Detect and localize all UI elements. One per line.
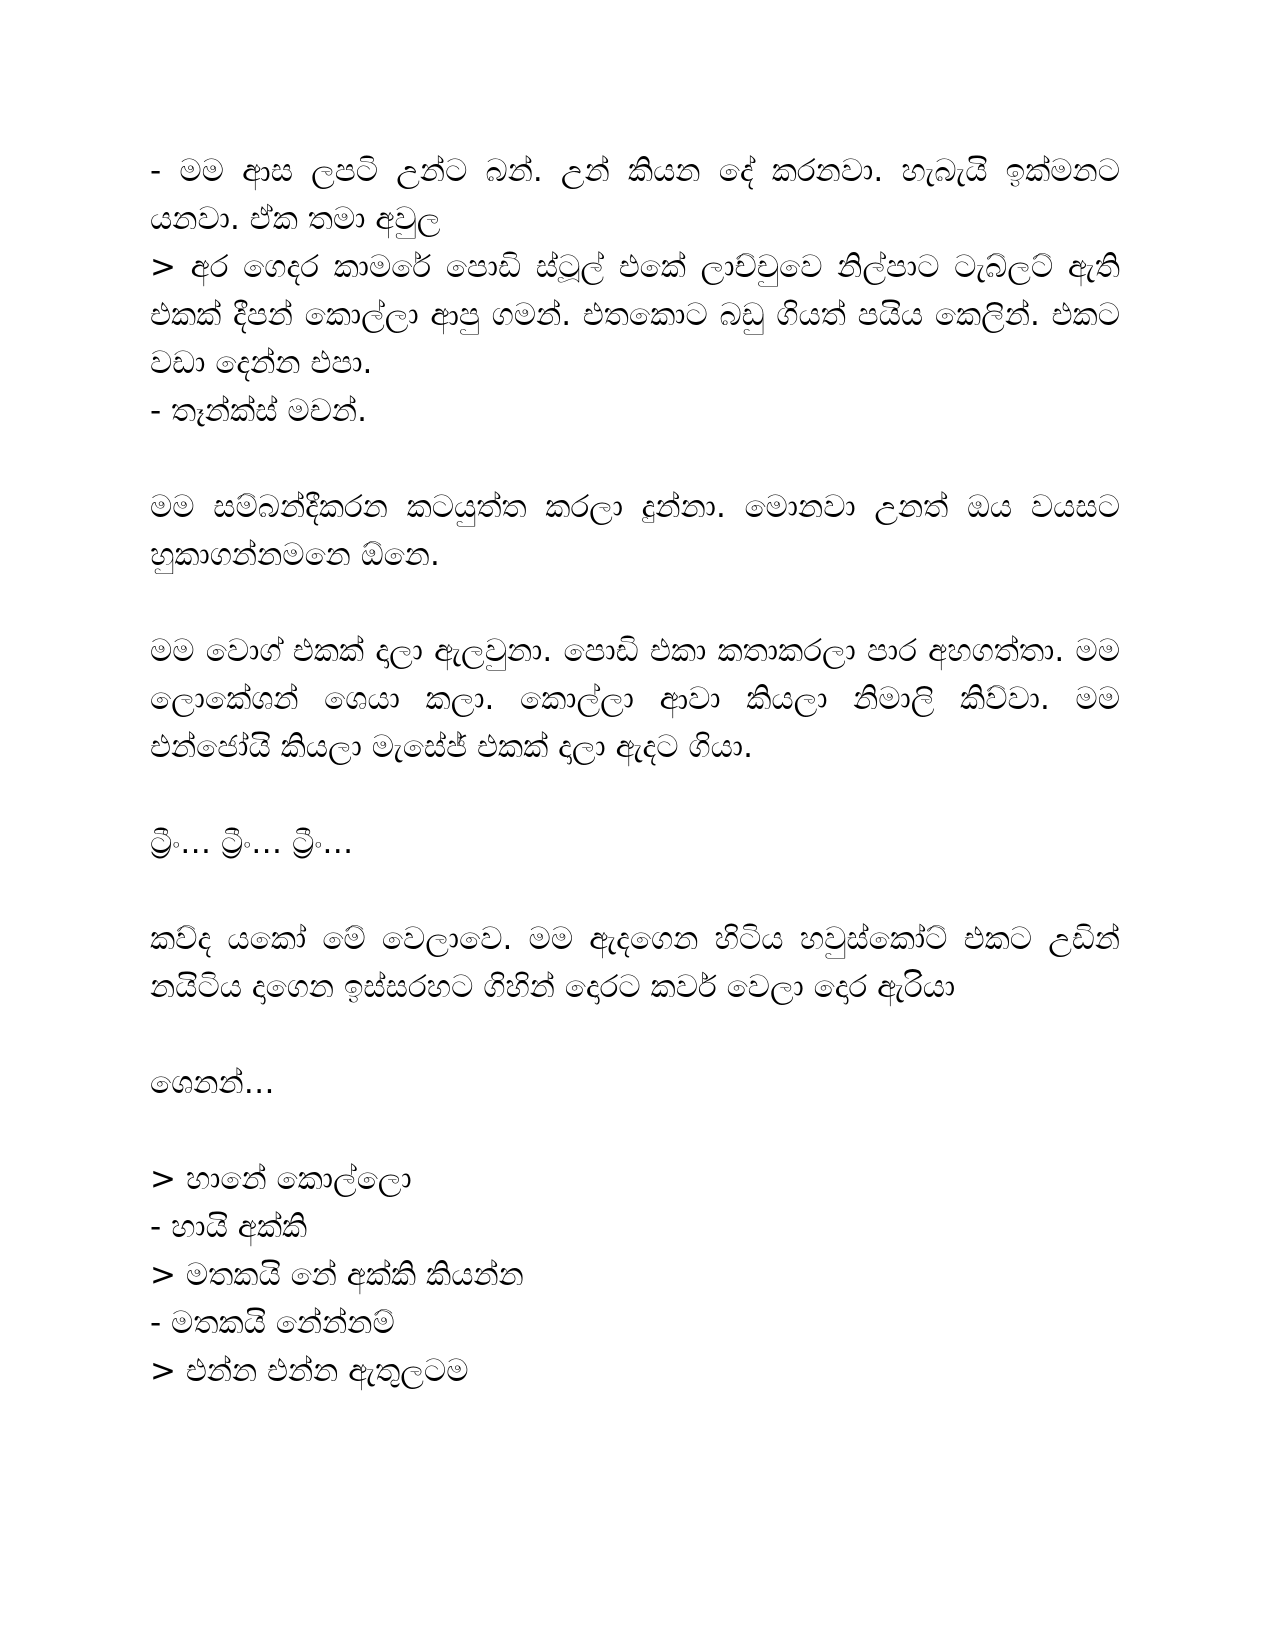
paragraph-spacer (150, 867, 1120, 915)
dialogue-line: - මතකයි නේන්නම් (150, 1305, 395, 1341)
paragraph-dialogue-1: - මම ආස ලපටි උන්ට බන්. උන් කියන දේ කරනවා. හැබැයි ඉක්මනට යනවා. ඒක තමා අවුල (150, 153, 1120, 237)
dialogue-line: > හානේ කොල්ලො (150, 1161, 412, 1197)
paragraph-dialogue-2: > අර ගෙදර කාමරේ පොඩි ස්ටූල් එකේ ලාච්චුවෙ නිල්පාට ටැබ්ලට් ඇති එකක් දීපන් කොල්ලා ආපු ගමන්. එතකොට බඩු ගියත් පයිය කෙලින්. එකට වඩා දෙන්න එපා. (150, 249, 1120, 381)
paragraph-spacer (150, 771, 1120, 819)
dialogue-line: > එන්න එන්න ඇතුලටම (150, 1353, 469, 1389)
paragraph-ringing: ට්‍රීං… ට්‍රීං… ට්‍රීං… (150, 825, 354, 861)
paragraph-dialogue-3: - තෑන්ක්ස් මචන්. (150, 393, 367, 429)
paragraph-spacer (150, 435, 1120, 483)
dialogue-line: - හායි අක්කි (150, 1209, 308, 1245)
paragraph-narration-3: කව්ද යකෝ මේ වෙලාවෙ. මම ඇදගෙන හිටිය හවුස්කෝට් එකට උඩින් නයිටිය දාගෙන ඉස්සරහට ගිහින් දොරට කවර් වෙලා දොර ඇරියා (150, 921, 1120, 1005)
paragraph-name: ශෙනන්… (150, 1065, 275, 1101)
paragraph-spacer (150, 1107, 1120, 1155)
paragraph-narration-1: මම සම්බන්දීකරන කටයුත්ත කරලා දුන්නා. මොනවා උනත් ඔය වයසට හුකාගන්නමනෙ ඕනෙ. (150, 489, 1120, 573)
dialogue-line: > මතකයි නේ අක්කි කියන්න (150, 1257, 524, 1293)
paragraph-spacer (150, 1011, 1120, 1059)
document-body (150, 147, 1120, 1395)
paragraph-spacer (150, 579, 1120, 627)
paragraph-narration-2: මම වොග් එකක් දාලා ඇලවුනා. පොඩි එකා කතාකරලා පාර අහගත්තා. මම ලොකේශන් ශෙයා කලා. කොල්ලා ආවා කියලා නිමාලි කිව්වා. මම එන්ජෝයි කියලා මැසේජ් එකක් දාලා ඇදට ගියා. (150, 633, 1120, 765)
